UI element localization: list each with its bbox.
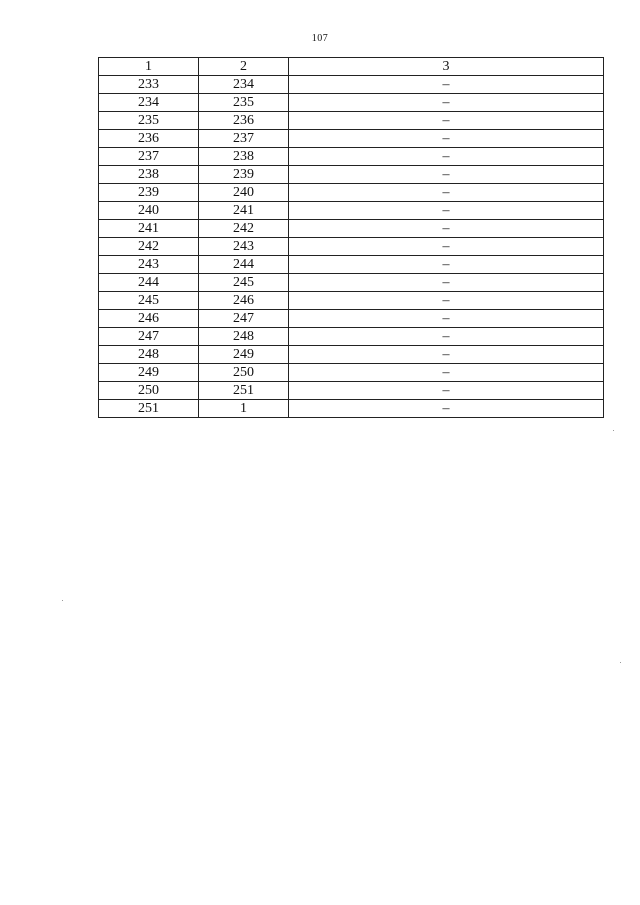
table-cell-col-3: – bbox=[289, 400, 604, 418]
table-cell-col-2: 245 bbox=[199, 274, 289, 292]
table-cell-col-3: – bbox=[289, 328, 604, 346]
column-header-1: 1 bbox=[99, 58, 199, 76]
table-row bbox=[99, 148, 604, 166]
table-cell-col-2: 240 bbox=[199, 184, 289, 202]
table-row bbox=[99, 292, 604, 310]
table-cell-col-2: 250 bbox=[199, 364, 289, 382]
table-cell-col-3: – bbox=[289, 76, 604, 94]
table-cell-col-2: 239 bbox=[199, 166, 289, 184]
table-cell-col-1: 233 bbox=[99, 76, 199, 94]
table-cell-col-1: 247 bbox=[99, 328, 199, 346]
table-cell-col-1: 236 bbox=[99, 130, 199, 148]
table-cell-col-1: 245 bbox=[99, 292, 199, 310]
table-cell-col-2: 241 bbox=[199, 202, 289, 220]
table-body bbox=[99, 76, 604, 418]
table-cell-col-1: 240 bbox=[99, 202, 199, 220]
table-row bbox=[99, 310, 604, 328]
table-row bbox=[99, 130, 604, 148]
table-cell-col-1: 248 bbox=[99, 346, 199, 364]
table-row bbox=[99, 238, 604, 256]
table-row bbox=[99, 256, 604, 274]
scan-speck bbox=[62, 600, 63, 601]
table-cell-col-2: 248 bbox=[199, 328, 289, 346]
table-cell-col-3: – bbox=[289, 166, 604, 184]
table-cell-col-2: 244 bbox=[199, 256, 289, 274]
table-cell-col-2: 234 bbox=[199, 76, 289, 94]
table-row bbox=[99, 202, 604, 220]
table-cell-col-3: – bbox=[289, 238, 604, 256]
table-cell-col-2: 247 bbox=[199, 310, 289, 328]
table-cell-col-3: – bbox=[289, 94, 604, 112]
table-cell-col-1: 242 bbox=[99, 238, 199, 256]
table-cell-col-2: 238 bbox=[199, 148, 289, 166]
column-header-3: 3 bbox=[289, 58, 604, 76]
table-cell-col-1: 246 bbox=[99, 310, 199, 328]
table-cell-col-2: 1 bbox=[199, 400, 289, 418]
table-cell-col-1: 243 bbox=[99, 256, 199, 274]
table-cell-col-1: 241 bbox=[99, 220, 199, 238]
table-row bbox=[99, 400, 604, 418]
table-row bbox=[99, 382, 604, 400]
table-cell-col-3: – bbox=[289, 346, 604, 364]
table-cell-col-1: 237 bbox=[99, 148, 199, 166]
table-cell-col-2: 237 bbox=[199, 130, 289, 148]
table-row bbox=[99, 328, 604, 346]
scan-speck bbox=[613, 430, 614, 431]
table-row bbox=[99, 76, 604, 94]
table-cell-col-3: – bbox=[289, 202, 604, 220]
table-cell-col-2: 246 bbox=[199, 292, 289, 310]
column-header-2: 2 bbox=[199, 58, 289, 76]
table-cell-col-3: – bbox=[289, 274, 604, 292]
table-cell-col-3: – bbox=[289, 364, 604, 382]
table-cell-col-2: 235 bbox=[199, 94, 289, 112]
table-cell-col-2: 242 bbox=[199, 220, 289, 238]
table-row bbox=[99, 94, 604, 112]
table-cell-col-3: – bbox=[289, 112, 604, 130]
table-row bbox=[99, 346, 604, 364]
table-row bbox=[99, 166, 604, 184]
table-row bbox=[99, 274, 604, 292]
table-cell-col-1: 234 bbox=[99, 94, 199, 112]
scan-speck bbox=[620, 662, 621, 663]
table-cell-col-1: 235 bbox=[99, 112, 199, 130]
table-cell-col-3: – bbox=[289, 184, 604, 202]
table-cell-col-3: – bbox=[289, 130, 604, 148]
table-cell-col-2: 243 bbox=[199, 238, 289, 256]
table-cell-col-3: – bbox=[289, 382, 604, 400]
table-header bbox=[99, 58, 604, 76]
table-row bbox=[99, 220, 604, 238]
page-number: 107 bbox=[311, 33, 329, 44]
table-cell-col-3: – bbox=[289, 148, 604, 166]
table-row bbox=[99, 364, 604, 382]
table-cell-col-3: – bbox=[289, 220, 604, 238]
table-cell-col-1: 251 bbox=[99, 400, 199, 418]
table-cell-col-3: – bbox=[289, 310, 604, 328]
table-cell-col-1: 250 bbox=[99, 382, 199, 400]
data-table bbox=[98, 57, 604, 418]
table-cell-col-3: – bbox=[289, 292, 604, 310]
table-cell-col-2: 251 bbox=[199, 382, 289, 400]
table-cell-col-1: 244 bbox=[99, 274, 199, 292]
table-row bbox=[99, 112, 604, 130]
table-header-row bbox=[99, 58, 604, 76]
table-row bbox=[99, 184, 604, 202]
table-cell-col-1: 249 bbox=[99, 364, 199, 382]
table-cell-col-2: 236 bbox=[199, 112, 289, 130]
table-cell-col-1: 239 bbox=[99, 184, 199, 202]
table-cell-col-1: 238 bbox=[99, 166, 199, 184]
table-cell-col-2: 249 bbox=[199, 346, 289, 364]
table-cell-col-3: – bbox=[289, 256, 604, 274]
